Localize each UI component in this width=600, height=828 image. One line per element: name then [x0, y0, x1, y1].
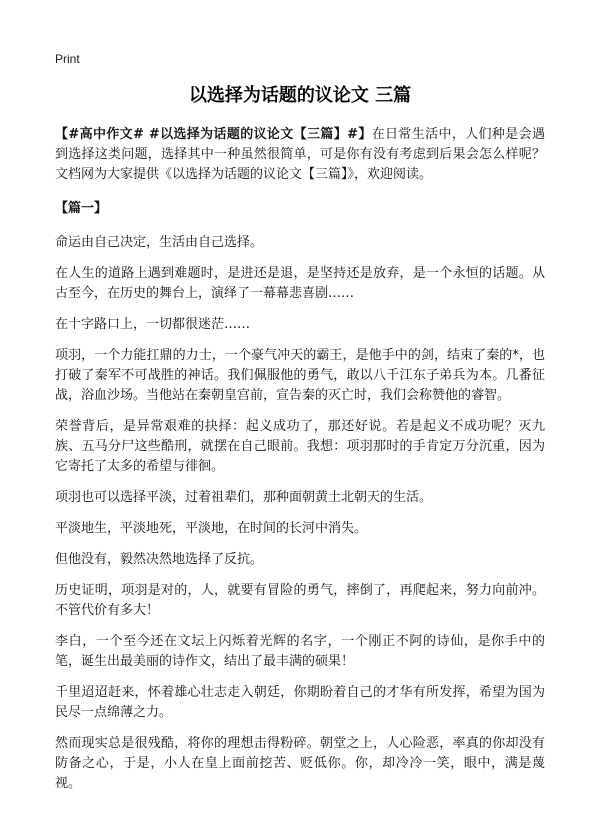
intro-paragraph	[55, 125, 545, 185]
section-title: 【篇一】	[55, 201, 108, 216]
body-paragraph: 然而现实总是很残酷，将你的理想击得粉碎。朝堂之上，人心险恶，率真的你却没有防备之心，于是，小人在皇上面前挖苦、贬低你。你，却冷冷一笑，眼中，满是蔑视。	[55, 736, 545, 791]
body-paragraph: 在十字路口上，一切都很迷茫……	[55, 317, 251, 332]
body-paragraph: 项羽，一个力能扛鼎的力士，一个豪气冲天的霸王，是他手中的剑，结束了秦的*，也打破了秦军不可战胜的神话。我们佩服他的勇气，敢以八千江东子弟兵为本。几番征战，浴血沙场。当他站在秦朝皇宫前，宣告秦的灭亡时，我们会称赞他的睿智。	[55, 348, 545, 403]
body-paragraph: 但他没有，毅然决然地选择了反抗。	[55, 552, 264, 567]
intro-text: 在日常生活中，人们种是会遇到选择这类问题，选择其中一种虽然很简单，可是你有没有考虑到后果会怎么样呢？文档网为大家提供《以选择为话题的议论文【三篇】》，欢迎阅读。	[55, 127, 545, 182]
body-paragraph: 千里迢迢赶来，怀着雄心壮志走入朝廷，你期盼着自己的才华有所发挥，希望为国为民尽一点绵薄之力。	[55, 685, 545, 720]
body-paragraph: 历史证明，项羽是对的，人，就要有冒险的勇气，摔倒了，再爬起来，努力向前冲。不管代价有多大！	[55, 583, 545, 618]
body-paragraph: 李白，一个至今还在文坛上闪烁着光辉的名字，一个刚正不阿的诗仙，是你手中的笔，诞生出最美丽的诗作文，结出了最丰满的硕果！	[55, 634, 545, 669]
body-paragraph: 在人生的道路上遇到难题时，是进还是退，是坚持还是放弃，是一个永恒的话题。从古至今，在历史的舞台上，演绎了一幕幕悲喜剧……	[55, 266, 545, 301]
print-link[interactable]: Print	[55, 52, 80, 66]
body-paragraph: 命运由自己决定，生活由自己选择。	[55, 235, 264, 250]
body-paragraph: 平淡地生，平淡地死，平淡地，在时间的长河中消失。	[55, 521, 368, 536]
intro-bold-lead: 【#高中作文# #以选择为话题的议论文【三篇】#】	[55, 127, 372, 142]
body-paragraph: 项羽也可以选择平淡，过着祖辈们，那种面朝黄土北朝天的生活。	[55, 490, 433, 505]
body-paragraph: 荣誉背后，是异常艰难的抉择：起义成功了，那还好说。若是起义不成功呢？灭九族、五马分尸这些酷刑，就摆在自己眼前。我想：项羽那时的手肯定万分沉重，因为它寄托了太多的希望与徘徊。	[55, 419, 545, 474]
article-title: 以选择为话题的议论文 三篇	[188, 85, 412, 106]
